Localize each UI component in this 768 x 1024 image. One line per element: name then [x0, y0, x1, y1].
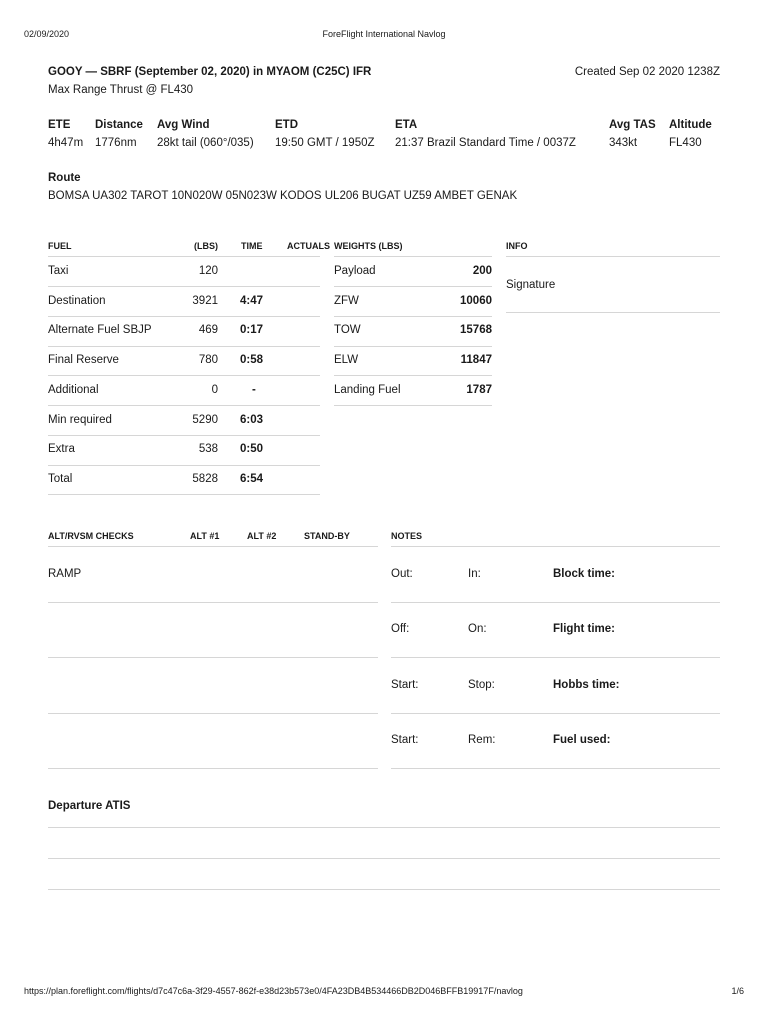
alt-check-row-line[interactable]: [48, 602, 378, 603]
fuel-row-divider: [48, 346, 320, 347]
notes-row-a: Start:: [391, 679, 419, 691]
flight-title: GOOY — SBRF (September 02, 2020) in MYAOM (C25C) IFR: [48, 66, 372, 78]
weight-row-value: 200: [472, 265, 492, 277]
fuel-row-lbs: 5828: [192, 473, 218, 485]
flight-subtitle: Max Range Thrust @ FL430: [48, 84, 194, 96]
notes-row-line[interactable]: [391, 657, 720, 658]
ramp-label: RAMP: [48, 568, 82, 580]
notes-row-b: In:: [468, 568, 481, 580]
weights-header-divider: [334, 256, 492, 257]
fuel-row-divider: [48, 494, 320, 495]
fuel-row-divider: [48, 435, 320, 436]
notes-row-b: On:: [468, 623, 487, 635]
fuel-row-name: Total: [48, 473, 73, 485]
weight-row-value: 15768: [460, 324, 492, 336]
notes-row-c: Flight time:: [553, 623, 615, 635]
notes-row-a: Off:: [391, 623, 410, 635]
eta-value: 21:37 Brazil Standard Time / 0037Z: [395, 137, 576, 149]
weight-row-name: Landing Fuel: [334, 384, 401, 396]
weight-row-divider: [334, 316, 492, 317]
fuel-row-divider: [48, 405, 320, 406]
notes-header: NOTES: [391, 531, 423, 541]
print-url: https://plan.foreflight.com/flights/d7c47c6a-3f29-4557-862f-e38d23b573e0/4FA23DB4B534466DB2D046BFFB19917F/navlog: [24, 986, 523, 996]
signature-label: Signature: [506, 279, 556, 291]
fuel-row-name: Min required: [48, 414, 112, 426]
fuel-row-time: -: [252, 384, 256, 396]
fuel-row-time: 0:17: [240, 324, 264, 336]
ete-value: 4h47m: [48, 137, 84, 149]
notes-row-line[interactable]: [391, 713, 720, 714]
avg-wind-value: 28kt tail (060°/035): [157, 137, 254, 149]
print-date: 02/09/2020: [24, 29, 70, 39]
fuel-row-name: Alternate Fuel SBJP: [48, 324, 152, 336]
fuel-row-divider: [48, 465, 320, 466]
notes-row-line[interactable]: [391, 602, 720, 603]
notes-row-a: Start:: [391, 734, 419, 746]
notes-row-line[interactable]: [391, 768, 720, 769]
etd-label: ETD: [275, 119, 298, 131]
notes-row-a: Out:: [391, 568, 413, 580]
fuel-row-lbs: 3921: [192, 295, 218, 307]
fuel-actuals-header: ACTUALS: [287, 241, 330, 251]
page-number: 1/6: [731, 986, 744, 996]
fuel-row-time: 6:03: [240, 414, 264, 426]
notes-header-divider: [391, 546, 720, 547]
fuel-row-name: Final Reserve: [48, 354, 119, 366]
notes-row-c: Block time:: [553, 568, 615, 580]
weight-row-divider: [334, 405, 492, 406]
fuel-row-lbs: 0: [211, 384, 218, 396]
fuel-row-time: 4:47: [240, 295, 264, 307]
fuel-row-name: Taxi: [48, 265, 69, 277]
info-header-divider: [506, 256, 720, 257]
fuel-time-header: TIME: [241, 241, 263, 251]
fuel-row-time: 0:50: [240, 443, 264, 455]
fuel-lbs-header: (LBS): [194, 241, 218, 251]
departure-atis-label: Departure ATIS: [48, 800, 131, 812]
alt-checks-header-divider: [48, 546, 378, 547]
fuel-row-divider: [48, 316, 320, 317]
info-header: INFO: [506, 241, 528, 251]
weight-row-divider: [334, 375, 492, 376]
weight-row-value: 11847: [460, 354, 492, 366]
fuel-row-time: 6:54: [240, 473, 264, 485]
atis-line[interactable]: [48, 827, 720, 828]
weight-row-name: TOW: [334, 324, 361, 336]
weight-row-name: Payload: [334, 265, 376, 277]
avg-tas-label: Avg TAS: [609, 119, 656, 131]
weight-row-value: 10060: [460, 295, 492, 307]
alt-check-row-line[interactable]: [48, 713, 378, 714]
created-timestamp: Created Sep 02 2020 1238Z: [574, 66, 720, 78]
atis-line[interactable]: [48, 889, 720, 890]
fuel-row-lbs: 780: [198, 354, 218, 366]
signature-line[interactable]: [506, 312, 720, 313]
route-value: BOMSA UA302 TAROT 10N020W 05N023W KODOS UL206 BUGAT UZ59 AMBET GENAK: [48, 190, 518, 202]
notes-row-b: Rem:: [468, 734, 496, 746]
standby-header: STAND-BY: [304, 531, 350, 541]
alt2-header: ALT #2: [247, 531, 277, 541]
fuel-row-name: Destination: [48, 295, 106, 307]
notes-row-c: Hobbs time:: [553, 679, 620, 691]
etd-value: 19:50 GMT / 1950Z: [275, 137, 375, 149]
distance-value: 1776nm: [95, 137, 137, 149]
alt-check-row-line[interactable]: [48, 768, 378, 769]
alt-checks-header: ALT/RVSM CHECKS: [48, 531, 134, 541]
notes-row-b: Stop:: [468, 679, 495, 691]
weight-row-divider: [334, 346, 492, 347]
weight-row-divider: [334, 286, 492, 287]
fuel-row-time: 0:58: [240, 354, 264, 366]
alt1-header: ALT #1: [190, 531, 220, 541]
fuel-row-lbs: 538: [198, 443, 218, 455]
altitude-value: FL430: [669, 137, 702, 149]
fuel-row-divider: [48, 286, 320, 287]
fuel-row-lbs: 120: [198, 265, 218, 277]
document-title: ForeFlight International Navlog: [322, 29, 446, 39]
eta-label: ETA: [395, 119, 418, 131]
fuel-header-divider: [48, 256, 320, 257]
fuel-row-name: Extra: [48, 443, 75, 455]
ete-label: ETE: [48, 119, 71, 131]
avg-wind-label: Avg Wind: [157, 119, 210, 131]
notes-row-c: Fuel used:: [553, 734, 611, 746]
weights-header: WEIGHTS (LBS): [334, 241, 403, 251]
fuel-row-divider: [48, 375, 320, 376]
route-label: Route: [48, 172, 81, 184]
weight-row-value: 1787: [466, 384, 492, 396]
fuel-row-lbs: 5290: [192, 414, 218, 426]
weight-row-name: ELW: [334, 354, 359, 366]
avg-tas-value: 343kt: [609, 137, 638, 149]
fuel-header: FUEL: [48, 241, 72, 251]
distance-label: Distance: [95, 119, 143, 131]
alt-check-row-line[interactable]: [48, 657, 378, 658]
fuel-row-lbs: 469: [198, 324, 218, 336]
fuel-row-name: Additional: [48, 384, 99, 396]
weight-row-name: ZFW: [334, 295, 359, 307]
atis-line[interactable]: [48, 858, 720, 859]
altitude-label: Altitude: [669, 119, 712, 131]
